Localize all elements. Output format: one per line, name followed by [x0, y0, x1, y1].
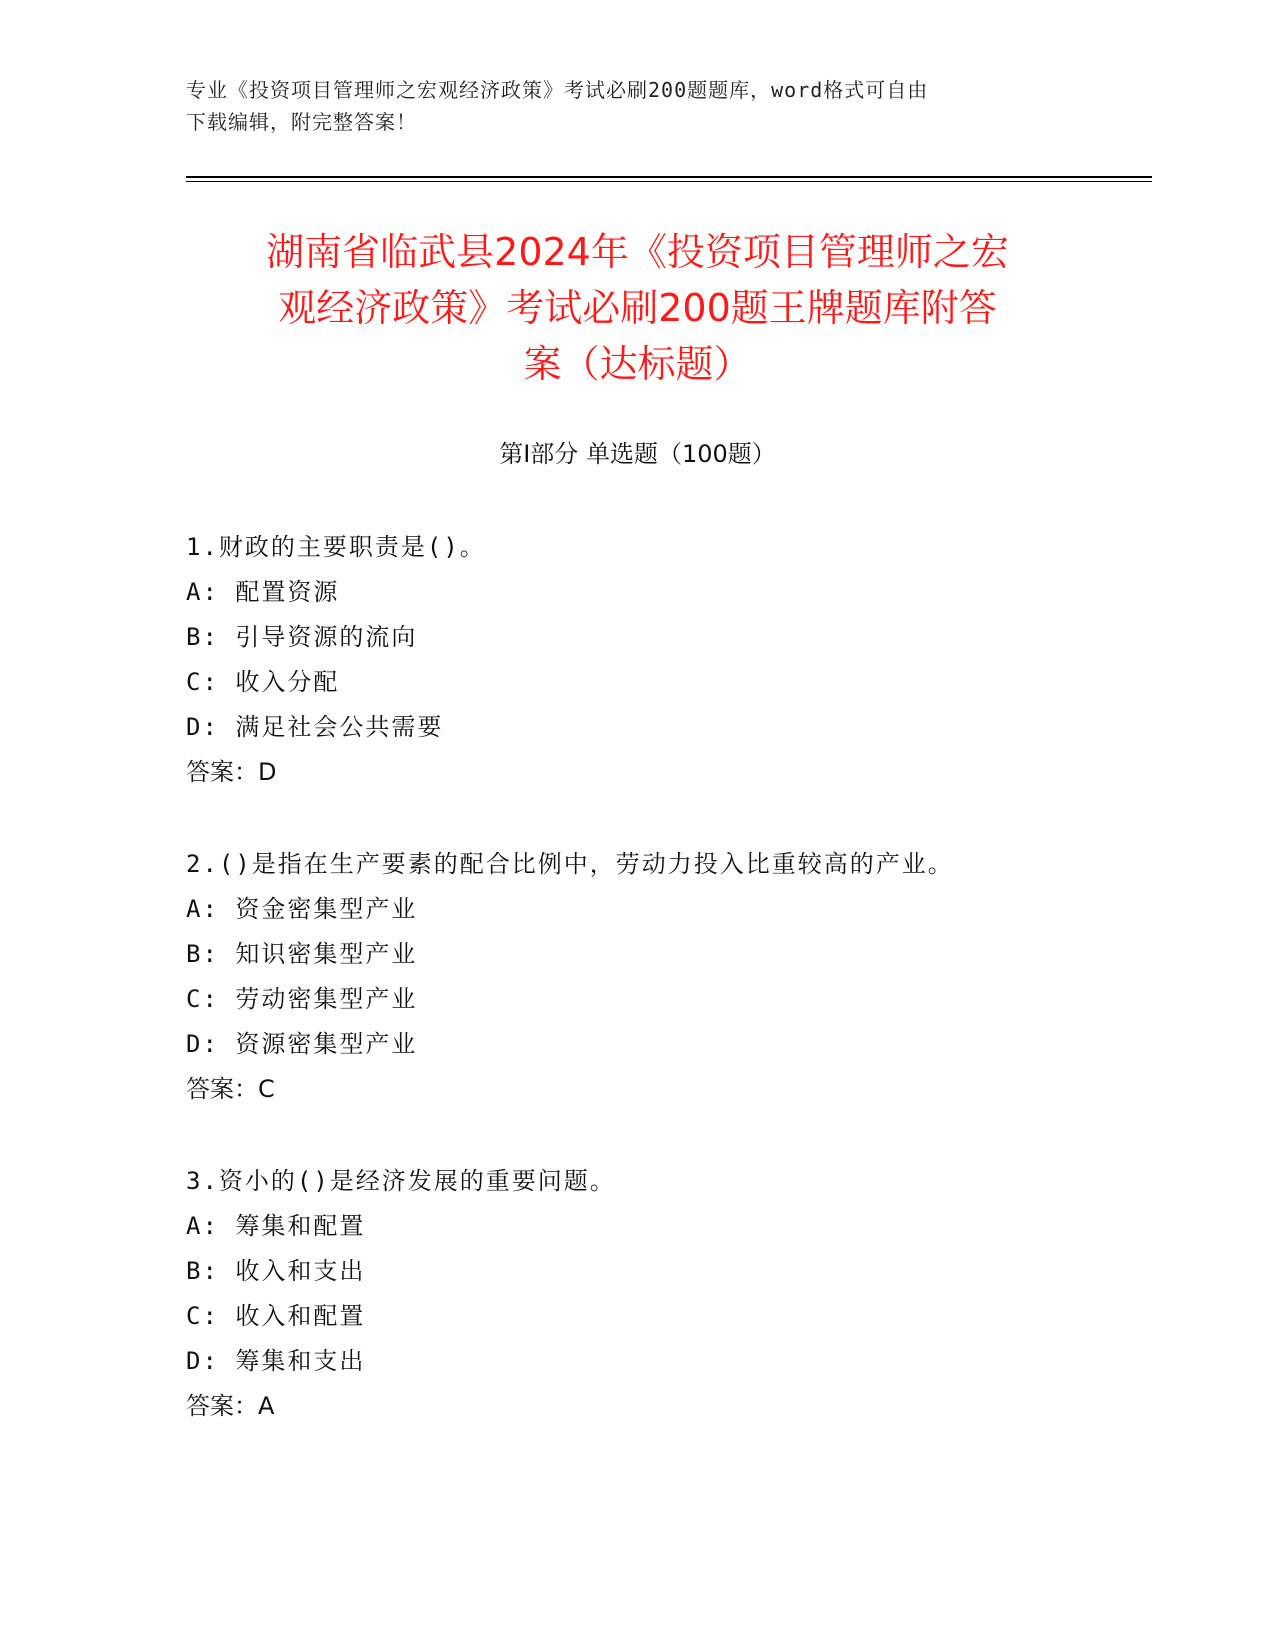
question-list: [186, 525, 1106, 1476]
header-note: [186, 74, 1086, 138]
option-c: C: 收入和配置: [186, 1302, 366, 1330]
option-b: B: 引导资源的流向: [186, 623, 418, 651]
option-d: D: 筹集和支出: [186, 1347, 366, 1375]
question-stem: 2.()是指在生产要素的配合比例中，劳动力投入比重较高的产业。: [186, 850, 954, 878]
option-c: C: 收入分配: [186, 668, 340, 696]
document-title: [170, 224, 1105, 392]
question-item: [186, 842, 1106, 1112]
document-title-line-1: 湖南省临武县2024年《投资项目管理师之宏: [266, 230, 1009, 274]
document-title-line-2: 观经济政策》考试必刷200题王牌题库附答: [278, 286, 997, 330]
answer: 答案：C: [186, 1075, 275, 1103]
option-a: A: 配置资源: [186, 578, 340, 606]
option-c: C: 劳动密集型产业: [186, 985, 418, 1013]
answer: 答案：A: [186, 1392, 275, 1420]
question-item: [186, 525, 1106, 795]
option-b: B: 知识密集型产业: [186, 940, 418, 968]
question-item: [186, 1159, 1106, 1429]
header-divider-thick: [186, 176, 1152, 178]
header-divider-thin: [186, 181, 1152, 182]
option-b: B: 收入和支出: [186, 1257, 366, 1285]
answer: 答案：D: [186, 758, 277, 786]
option-d: D: 满足社会公共需要: [186, 713, 444, 741]
header-note-line-2: 下载编辑，附完整答案！: [186, 110, 417, 134]
question-stem: 3.资小的()是经济发展的重要问题。: [186, 1167, 616, 1195]
question-stem: 1.财政的主要职责是()。: [186, 533, 486, 561]
option-a: A: 资金密集型产业: [186, 895, 418, 923]
option-d: D: 资源密集型产业: [186, 1030, 418, 1058]
document-title-line-3: 案（达标题）: [523, 342, 752, 386]
section-title: 第Ⅰ部分 单选题（100题）: [499, 440, 776, 468]
header-note-line-1: 专业《投资项目管理师之宏观经济政策》考试必刷200题题库，word格式可自由: [186, 78, 929, 102]
option-a: A: 筹集和配置: [186, 1212, 366, 1240]
